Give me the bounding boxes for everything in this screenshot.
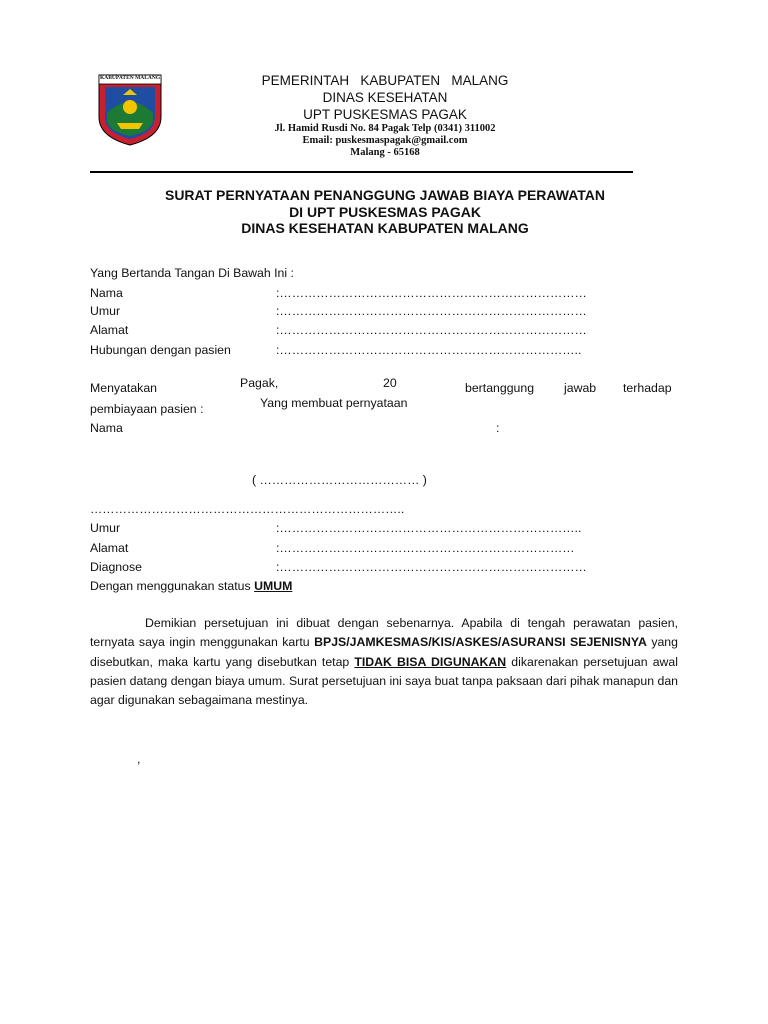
logo-caption: KABUPATEN MALANG [100, 75, 161, 81]
signature-line[interactable]: ( ………………………………… ) [252, 473, 427, 487]
field-dots-nama[interactable]: :………………………………………………………………… [276, 286, 587, 300]
patient-name-dots[interactable]: ………………………………………………………………….. [90, 502, 405, 516]
place-text: Pagak, [240, 376, 279, 390]
intro-text: Yang Bertanda Tangan Di Bawah Ini : [90, 266, 294, 280]
menyatakan-text: Menyatakan [90, 381, 157, 395]
signer-caption: Yang membuat pernyataan [260, 396, 408, 410]
status-line [90, 579, 292, 593]
status-label: Dengan menggunakan status [90, 579, 255, 593]
patient-name-label: Nama [90, 421, 123, 435]
status-value: UMUM [254, 579, 293, 593]
field-label-hubungan: Hubungan dengan pasien [90, 343, 231, 357]
patient-name-colon: : [496, 421, 500, 435]
patient-label-diagnose: Diagnose [90, 560, 142, 574]
pembiayaan-text: pembiayaan pasien : [90, 402, 204, 416]
paragraph-part1: Demikian persetujuan ini dibuat dengan sebenarnya. Apabila di tengah perawatan pasien, ternyata saya ingin menggunakan kartu [90, 616, 678, 650]
jawab-text: jawab [564, 381, 597, 395]
field-label-alamat: Alamat [90, 323, 129, 337]
field-dots-alamat[interactable]: :………………………………………………………………… [276, 323, 587, 337]
paragraph-part3: dikarenakan persetujuan awal pasien datang dengan biaya umum. Surat persetujuan ini saya buat tanpa paksaan dari pihak manapun dan agar digunakan sebagaimana mestinya. [90, 654, 678, 708]
patient-dots-umur[interactable]: :……………………………………………………………….. [276, 521, 582, 535]
closing-paragraph [90, 614, 678, 710]
patient-dots-diagnose[interactable]: :………………………………………………………………… [276, 560, 587, 574]
header-divider [90, 171, 633, 173]
header-unit: UPT PUSKESMAS PAGAK [303, 107, 467, 122]
bertanggung-text: bertanggung [465, 381, 535, 395]
header-address: Jl. Hamid Rusdi No. 84 Pagak Telp (0341) 311002 [274, 123, 496, 134]
document-title-line3: DINAS KESEHATAN KABUPATEN MALANG [241, 220, 529, 236]
year-text: 20 [383, 376, 397, 390]
stray-mark: , [137, 752, 141, 766]
header-agency: DINAS KESEHATAN [322, 90, 448, 105]
document-title-line1: SURAT PERNYATAAN PENANGGUNG JAWAB BIAYA PERAWATAN [164, 187, 605, 203]
terhadap-text: terhadap [623, 381, 672, 395]
field-dots-umur[interactable]: :………………………………………………………………… [276, 304, 587, 318]
field-label-umur: Umur [90, 304, 121, 318]
not-usable-notice: TIDAK BISA DIGUNAKAN [354, 654, 507, 669]
patient-dots-alamat[interactable]: :……………………………………………………………… [276, 541, 575, 555]
kabupaten-malang-logo [97, 73, 163, 147]
card-types: BPJS/JAMKESMAS/KIS/ASKES/ASURANSI SEJENISNYA [314, 635, 647, 650]
document-title-line2: DI UPT PUSKESMAS PAGAK [289, 204, 481, 220]
patient-label-alamat: Alamat [90, 541, 129, 555]
field-label-nama: Nama [90, 286, 123, 300]
patient-label-umur: Umur [90, 521, 121, 535]
field-dots-hubungan[interactable]: :……………………………………………………………….. [276, 343, 582, 357]
header-city: Malang - 65168 [350, 147, 420, 158]
header-government: PEMERINTAH KABUPATEN MALANG [261, 73, 509, 88]
paragraph-part2: yang disebutkan, maka kartu yang disebutkan tetap [90, 635, 678, 669]
header-email: Email: puskesmaspagak@gmail.com [302, 135, 468, 146]
